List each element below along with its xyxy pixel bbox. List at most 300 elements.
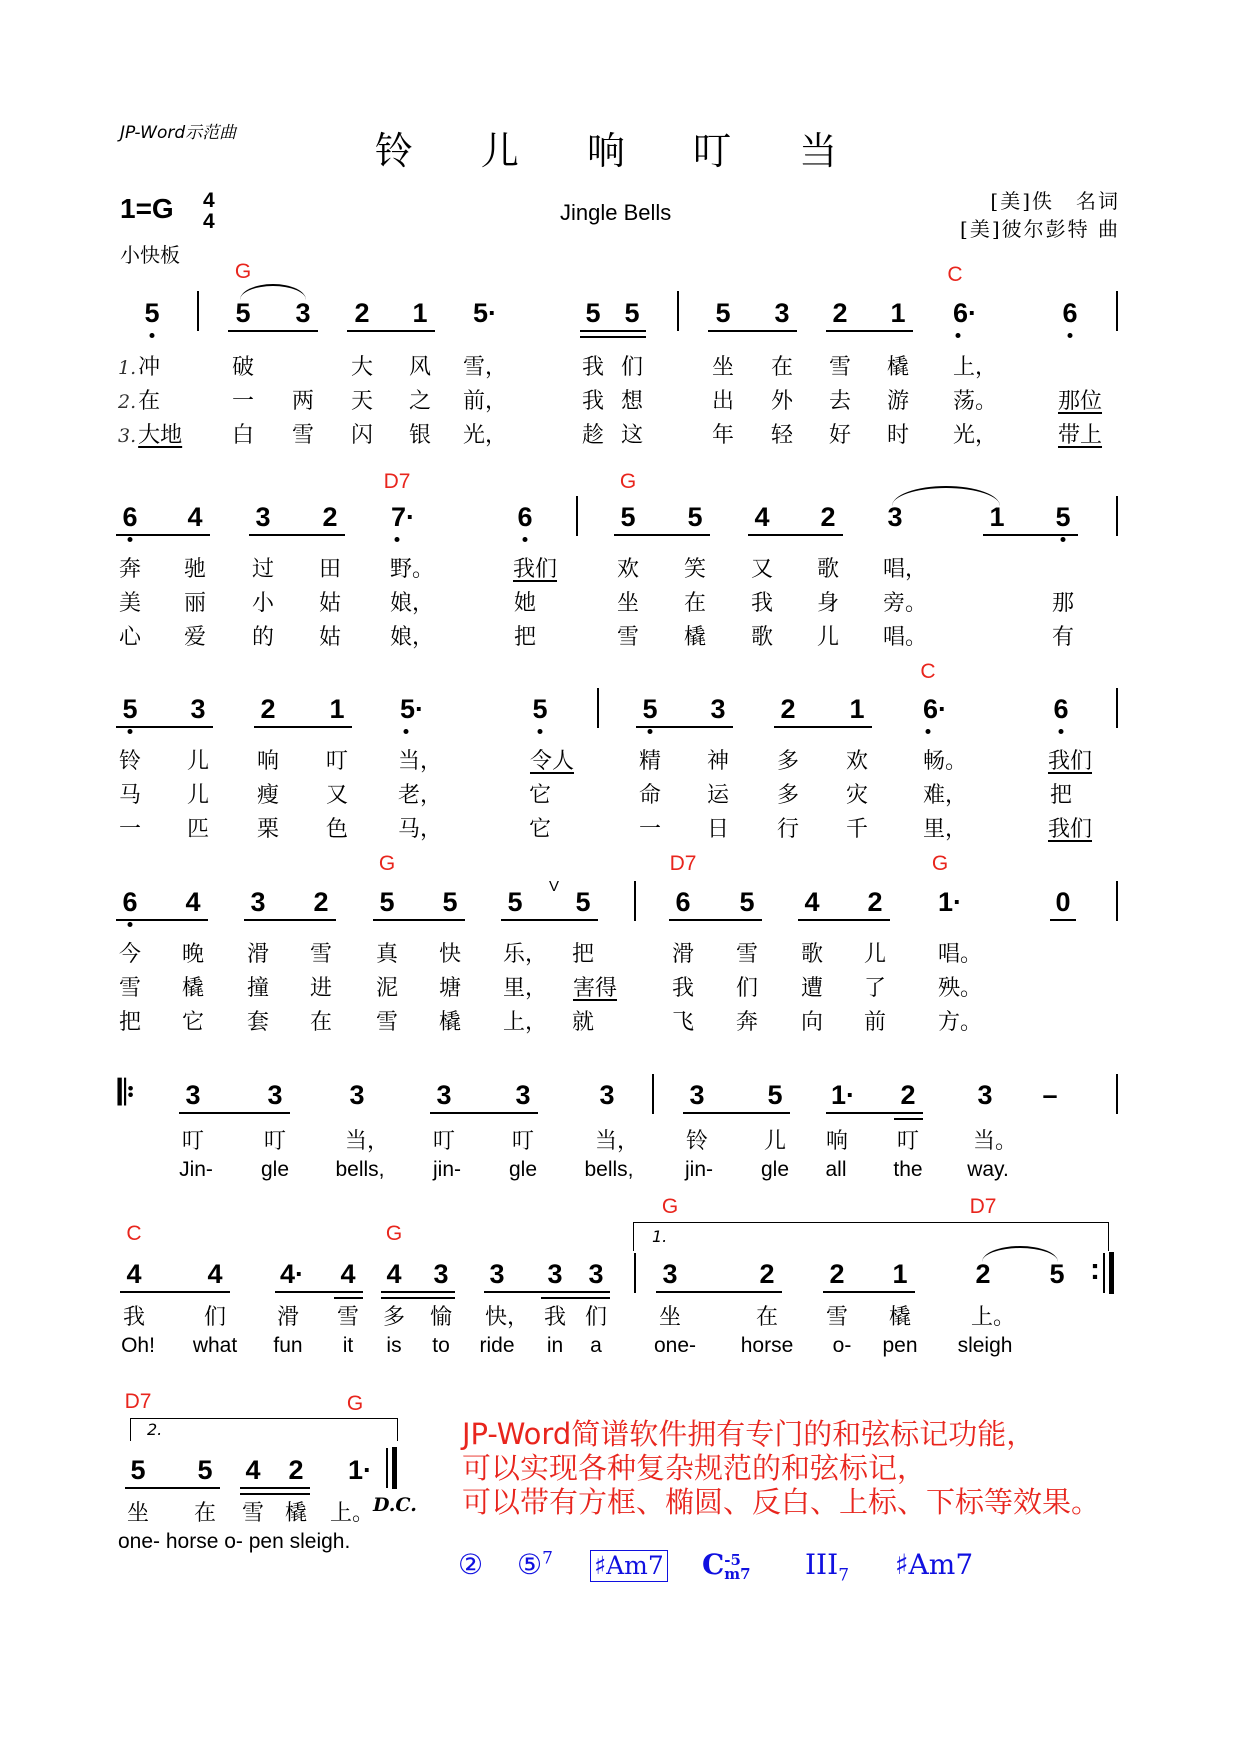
lyric: 我 bbox=[581, 389, 605, 414]
lyric: 在 bbox=[755, 1305, 779, 1330]
lyric: 一 bbox=[638, 817, 662, 842]
note: 3 bbox=[489, 1259, 505, 1289]
note: 1 bbox=[329, 694, 345, 724]
key-signature: 1=G bbox=[120, 193, 174, 224]
circled-chord-sample bbox=[517, 1548, 553, 1581]
sharp-chord-sample: ♯Am7 bbox=[895, 1548, 974, 1581]
note: 6 bbox=[1053, 694, 1069, 724]
da-capo-marking: D.C. bbox=[373, 1494, 417, 1516]
lyric: 美 bbox=[118, 591, 142, 616]
english-lyric: horse bbox=[740, 1334, 794, 1357]
lyric: 运 bbox=[706, 783, 730, 808]
lyric: 风 bbox=[408, 355, 432, 380]
note: 6 bbox=[675, 887, 691, 917]
chord-label: G bbox=[619, 470, 637, 493]
barline bbox=[1116, 881, 1118, 921]
lyric: 里， bbox=[922, 817, 968, 842]
lyric: 又 bbox=[750, 557, 774, 582]
lyric: 上。 bbox=[970, 1305, 1016, 1330]
note: 1 bbox=[849, 694, 865, 724]
lyric: 方。 bbox=[937, 1010, 983, 1035]
lyric: 带上 bbox=[1057, 423, 1103, 448]
lyric: 两 bbox=[291, 389, 315, 414]
low-octave-dot bbox=[128, 537, 133, 542]
english-lyric: Jin- bbox=[179, 1158, 213, 1181]
lyric: 天 bbox=[350, 389, 374, 414]
beam bbox=[381, 1291, 455, 1293]
low-octave-dot bbox=[538, 729, 543, 734]
lyric: 多 bbox=[776, 749, 800, 774]
beam bbox=[541, 1297, 610, 1299]
lyric: 们 bbox=[584, 1305, 608, 1330]
lyric: 飞 bbox=[671, 1010, 695, 1035]
lyric: 光， bbox=[462, 423, 508, 448]
english-lyric: all bbox=[825, 1158, 847, 1181]
lyric: 丽 bbox=[183, 591, 207, 616]
lyric: 快， bbox=[484, 1305, 530, 1330]
lyric: 光， bbox=[952, 423, 998, 448]
note: 6 bbox=[517, 502, 533, 532]
chord-label: D7 bbox=[669, 852, 697, 875]
lyric: 马， bbox=[397, 817, 443, 842]
lyric: 儿 bbox=[763, 1129, 787, 1154]
note: 5 bbox=[715, 298, 731, 328]
note: 2 bbox=[260, 694, 276, 724]
lyric: 多 bbox=[382, 1305, 406, 1330]
lyric: 雪 bbox=[616, 625, 640, 650]
lyric bbox=[118, 418, 182, 449]
beam bbox=[116, 534, 210, 536]
note: 2 bbox=[867, 887, 883, 917]
lyric: 外 bbox=[770, 389, 794, 414]
lyric: 奔 bbox=[118, 557, 142, 582]
note: 4 bbox=[340, 1259, 356, 1289]
lyric-char: 在 bbox=[138, 389, 161, 414]
lyric: 我们 bbox=[1047, 817, 1093, 842]
note: 3 bbox=[515, 1080, 531, 1110]
note: 6 bbox=[122, 887, 138, 917]
lyric: 儿 bbox=[816, 625, 840, 650]
lyric: 那位 bbox=[1057, 389, 1103, 414]
lyric: 瘦 bbox=[256, 783, 280, 808]
beam bbox=[244, 919, 336, 921]
lyric: 姑 bbox=[318, 625, 342, 650]
lyric: 快 bbox=[438, 942, 462, 967]
lyric: 儿 bbox=[186, 783, 210, 808]
barline bbox=[1116, 688, 1118, 728]
note: 5 bbox=[532, 694, 548, 724]
barline bbox=[1116, 1074, 1118, 1114]
barline bbox=[1116, 496, 1118, 536]
lyric: 坐 bbox=[616, 591, 640, 616]
note: 3 bbox=[710, 694, 726, 724]
lyric: 雪 bbox=[336, 1305, 360, 1330]
low-octave-dot bbox=[128, 729, 133, 734]
note: 1· bbox=[347, 1455, 373, 1485]
final-thick-bar bbox=[392, 1447, 397, 1489]
barline bbox=[576, 496, 578, 536]
promo-line-2: 可以实现各种复杂规范的和弦标记， bbox=[462, 1451, 927, 1485]
promo-line-3: 可以带有方框、椭圆、反白、上标、下标等效果。 bbox=[462, 1485, 1101, 1519]
lyric: 向 bbox=[800, 1010, 824, 1035]
sample-main: ⑤ bbox=[517, 1548, 543, 1581]
note: 1 bbox=[892, 1259, 908, 1289]
low-octave-dot bbox=[926, 729, 931, 734]
note: 4 bbox=[187, 502, 203, 532]
verse-number: 1. bbox=[118, 357, 137, 379]
lyric: 进 bbox=[309, 976, 333, 1001]
note: 4 bbox=[126, 1259, 142, 1289]
lyric: 我 bbox=[581, 355, 605, 380]
lyric: 响 bbox=[256, 749, 280, 774]
lyric: 坐 bbox=[711, 355, 735, 380]
beam bbox=[381, 1297, 455, 1299]
beam bbox=[656, 1291, 782, 1293]
lyric: 老， bbox=[397, 783, 443, 808]
note: 5 bbox=[379, 887, 395, 917]
lyric: 唱。 bbox=[937, 942, 983, 967]
note: 5 bbox=[122, 694, 138, 724]
beam bbox=[683, 1112, 790, 1114]
english-lyric: to bbox=[432, 1334, 450, 1357]
lyric: 难， bbox=[922, 783, 968, 808]
note: 4 bbox=[185, 887, 201, 917]
note: 3 bbox=[662, 1259, 678, 1289]
note: 2 bbox=[829, 1259, 845, 1289]
lyricist-credit: [美]佚 名词 bbox=[990, 189, 1120, 213]
lyric: 想 bbox=[620, 389, 644, 414]
low-octave-dot bbox=[1059, 729, 1064, 734]
lyric: 雪 bbox=[241, 1501, 265, 1526]
chord-label: C bbox=[920, 660, 936, 683]
time-signature bbox=[203, 190, 215, 232]
english-lyric: is bbox=[386, 1334, 402, 1357]
beam bbox=[430, 1112, 538, 1114]
lyric: 雪 bbox=[375, 1010, 399, 1035]
song-subtitle: Jingle Bells bbox=[560, 200, 672, 225]
lyric: 把 bbox=[118, 1010, 142, 1035]
english-lyric: one- bbox=[653, 1334, 697, 1357]
chord-label: G bbox=[346, 1392, 364, 1415]
note: 3 bbox=[185, 1080, 201, 1110]
lyric: 我 bbox=[750, 591, 774, 616]
lyric: 上， bbox=[502, 1010, 548, 1035]
note: 0 bbox=[1055, 887, 1071, 917]
lyric: 精 bbox=[638, 749, 662, 774]
lyric: 在 bbox=[309, 1010, 333, 1035]
lyric: 儿 bbox=[863, 942, 887, 967]
lyric: 有 bbox=[1051, 625, 1075, 650]
header-note: JP-Word示范曲 bbox=[120, 123, 237, 143]
chord-label: D7 bbox=[383, 470, 411, 493]
tempo-marking: 小快板 bbox=[120, 243, 180, 267]
note: 2 bbox=[759, 1259, 775, 1289]
lyric: 乐， bbox=[502, 942, 548, 967]
beam bbox=[228, 330, 318, 332]
beam bbox=[983, 534, 1078, 536]
note: 2 bbox=[354, 298, 370, 328]
note: 2 bbox=[288, 1455, 304, 1485]
note: 2 bbox=[313, 887, 329, 917]
lyric: 前， bbox=[462, 389, 508, 414]
english-lyric: gle bbox=[260, 1158, 290, 1181]
barline bbox=[1103, 1253, 1105, 1293]
chord-label: G bbox=[931, 852, 949, 875]
lyric: 去 bbox=[828, 389, 852, 414]
note: 1 bbox=[890, 298, 906, 328]
lyric: 闪 bbox=[350, 423, 374, 448]
lyric: 儿 bbox=[186, 749, 210, 774]
lyric-char: 冲 bbox=[138, 355, 161, 380]
beam bbox=[708, 330, 797, 332]
lyric: 笑 bbox=[683, 557, 707, 582]
low-octave-dot bbox=[648, 729, 653, 734]
beam bbox=[116, 726, 213, 728]
beam bbox=[614, 534, 710, 536]
note: 4· bbox=[279, 1259, 305, 1289]
lyric: 又 bbox=[325, 783, 349, 808]
english-lyric: the bbox=[893, 1158, 923, 1181]
lyric: 就 bbox=[571, 1010, 595, 1035]
lyric: 我 bbox=[671, 976, 695, 1001]
low-octave-dot bbox=[1061, 537, 1066, 542]
lyric: 欢 bbox=[616, 557, 640, 582]
lyric: 雪 bbox=[291, 423, 315, 448]
english-lyric: sleigh bbox=[957, 1334, 1013, 1357]
note: 1· bbox=[830, 1080, 856, 1110]
english-lyric: Oh! bbox=[121, 1334, 155, 1357]
beam bbox=[116, 919, 208, 921]
lyric: 匹 bbox=[186, 817, 210, 842]
beam bbox=[240, 1487, 310, 1489]
verse-number: 3. bbox=[118, 425, 137, 447]
lyric: 晚 bbox=[181, 942, 205, 967]
note: 5 bbox=[585, 298, 601, 328]
lyric: 今 bbox=[118, 942, 142, 967]
lyric: 在 bbox=[193, 1501, 217, 1526]
lyric: 当， bbox=[594, 1129, 640, 1154]
barline bbox=[597, 688, 599, 728]
note: 4 bbox=[386, 1259, 402, 1289]
note: 5 bbox=[507, 887, 523, 917]
sample-superscript: -5 bbox=[724, 1550, 741, 1569]
beam bbox=[125, 1487, 220, 1489]
lyric: 娘， bbox=[389, 591, 435, 616]
lyric: 它 bbox=[181, 1010, 205, 1035]
note: 3 bbox=[547, 1259, 563, 1289]
lyric: 欢 bbox=[845, 749, 869, 774]
lyric: 神 bbox=[706, 749, 730, 774]
lyric: 叮 bbox=[263, 1129, 287, 1154]
lyric: 那 bbox=[1051, 591, 1075, 616]
lyric: 荡。 bbox=[952, 389, 998, 414]
lyric: 把 bbox=[571, 942, 595, 967]
note: 6 bbox=[122, 502, 138, 532]
lyric: 我 bbox=[543, 1305, 567, 1330]
low-octave-dot bbox=[1068, 333, 1073, 338]
note: 2 bbox=[900, 1080, 916, 1110]
lyric: 滑 bbox=[246, 942, 270, 967]
lyric: 银 bbox=[408, 423, 432, 448]
note: 5· bbox=[472, 298, 498, 328]
lyric: 游 bbox=[886, 389, 910, 414]
lyric: 雪， bbox=[462, 355, 508, 380]
english-lyric: way. bbox=[967, 1158, 1009, 1181]
low-octave-dot bbox=[956, 333, 961, 338]
english-lyric: it bbox=[342, 1334, 354, 1357]
note: 5 bbox=[197, 1455, 213, 1485]
beam bbox=[275, 1291, 363, 1293]
note: 3 bbox=[295, 298, 311, 328]
note: 3 bbox=[887, 502, 903, 532]
lyric: 套 bbox=[246, 1010, 270, 1035]
note: – bbox=[1042, 1080, 1058, 1110]
sample-superscript: 7 bbox=[542, 1548, 553, 1569]
note: 2 bbox=[322, 502, 338, 532]
lyric: 泥 bbox=[375, 976, 399, 1001]
low-octave-dot bbox=[523, 537, 528, 542]
lyric: 心 bbox=[118, 625, 142, 650]
low-octave-dot bbox=[395, 537, 400, 542]
note: 3 bbox=[977, 1080, 993, 1110]
note: 7· bbox=[390, 502, 416, 532]
note: 6· bbox=[952, 298, 978, 328]
lyric: 前 bbox=[863, 1010, 887, 1035]
note: 3 bbox=[255, 502, 271, 532]
lyric: 它 bbox=[528, 783, 552, 808]
lyric: 歌 bbox=[800, 942, 824, 967]
lyric: 坐 bbox=[658, 1305, 682, 1330]
lyric: 把 bbox=[513, 625, 537, 650]
lyric: 白 bbox=[231, 423, 255, 448]
lyric: 她 bbox=[513, 591, 537, 616]
beam bbox=[636, 726, 733, 728]
note: 2 bbox=[780, 694, 796, 724]
english-lyric: in bbox=[546, 1334, 564, 1357]
note: 1 bbox=[412, 298, 428, 328]
lyric: 橇 bbox=[284, 1501, 308, 1526]
lyric: 身 bbox=[816, 591, 840, 616]
english-lyric: jin- bbox=[432, 1158, 462, 1181]
lyric: 滑 bbox=[671, 942, 695, 967]
lyric: 当， bbox=[344, 1129, 390, 1154]
lyric: 害得 bbox=[572, 976, 618, 1001]
note: 2 bbox=[832, 298, 848, 328]
note: 5 bbox=[130, 1455, 146, 1485]
lyric: 上， bbox=[952, 355, 998, 380]
beam bbox=[240, 1493, 310, 1495]
lyric: 好 bbox=[828, 423, 852, 448]
time-signature-top: 4 bbox=[203, 189, 215, 212]
note: 5 bbox=[1049, 1259, 1065, 1289]
note: 3 bbox=[599, 1080, 615, 1110]
beam bbox=[179, 1112, 290, 1114]
sample-main: C bbox=[702, 1548, 725, 1581]
composer-credit: [美]彼尔彭特 曲 bbox=[960, 217, 1120, 241]
repeat-end-thick-bar bbox=[1109, 1252, 1114, 1294]
english-lyric: o- bbox=[832, 1334, 852, 1357]
lyric: 遭 bbox=[800, 976, 824, 1001]
lyric: 行 bbox=[776, 817, 800, 842]
lyric: 们 bbox=[203, 1305, 227, 1330]
beam bbox=[373, 919, 465, 921]
beam bbox=[501, 919, 598, 921]
boxed-chord-sample: ♯Am7 bbox=[590, 1550, 668, 1582]
lyric: 栗 bbox=[256, 817, 280, 842]
song-title: 铃 儿 响 叮 当 bbox=[374, 129, 866, 173]
lyric: 破 bbox=[231, 355, 255, 380]
note: 5 bbox=[767, 1080, 783, 1110]
lyric-char: 大地 bbox=[138, 423, 183, 448]
low-octave-dot bbox=[150, 333, 155, 338]
note: 3 bbox=[774, 298, 790, 328]
sub-superscript-chord-sample bbox=[702, 1548, 751, 1581]
barline bbox=[386, 1448, 388, 1488]
lyric: 年 bbox=[711, 423, 735, 448]
note: 5 bbox=[620, 502, 636, 532]
beam bbox=[826, 1112, 923, 1114]
lyric bbox=[118, 350, 160, 381]
note: 3 bbox=[349, 1080, 365, 1110]
beam bbox=[826, 330, 913, 332]
chord-label: G bbox=[234, 260, 252, 283]
note: 5 bbox=[442, 887, 458, 917]
note: 1 bbox=[989, 502, 1005, 532]
barline bbox=[652, 1074, 654, 1114]
beam bbox=[580, 330, 646, 332]
lyric: 殃。 bbox=[937, 976, 983, 1001]
english-lyric: pen bbox=[882, 1334, 918, 1357]
note: 3 bbox=[689, 1080, 705, 1110]
note: 2 bbox=[975, 1259, 991, 1289]
lyric: 橇 bbox=[181, 976, 205, 1001]
lyric: 橇 bbox=[438, 1010, 462, 1035]
lyric: 田 bbox=[318, 557, 342, 582]
lyric: 响 bbox=[825, 1129, 849, 1154]
lyric: 橇 bbox=[886, 355, 910, 380]
repeat-start-sign: 𝄆 bbox=[118, 1074, 135, 1112]
english-lyric: fun bbox=[273, 1334, 303, 1357]
lyric: 当， bbox=[397, 749, 443, 774]
sample-subscript: m7 bbox=[724, 1564, 751, 1583]
barline bbox=[634, 1253, 636, 1293]
lyric: 出 bbox=[711, 389, 735, 414]
beam bbox=[823, 1291, 915, 1293]
beam bbox=[120, 1291, 230, 1293]
lyric: 歌 bbox=[750, 625, 774, 650]
lyric: 命 bbox=[638, 783, 662, 808]
lyric: 在 bbox=[683, 591, 707, 616]
lyric: 橇 bbox=[888, 1305, 912, 1330]
lyric: 色 bbox=[325, 817, 349, 842]
note: 6 bbox=[1062, 298, 1078, 328]
promo-line-1: JP-Word简谱软件拥有专门的和弦标记功能， bbox=[462, 1417, 1036, 1451]
beam bbox=[798, 919, 890, 921]
lyric: 多 bbox=[776, 783, 800, 808]
volta-number: 1. bbox=[652, 1227, 668, 1246]
lyric: 娘， bbox=[389, 625, 435, 650]
lyric: 令人 bbox=[529, 749, 575, 774]
lyric: 这 bbox=[620, 423, 644, 448]
beam bbox=[249, 534, 345, 536]
lyric: 马 bbox=[118, 783, 142, 808]
note: 5 bbox=[642, 694, 658, 724]
lyric: 上。 bbox=[329, 1501, 375, 1526]
beam bbox=[347, 330, 435, 332]
roman-chord-sample bbox=[805, 1548, 849, 1586]
beam bbox=[1050, 919, 1076, 921]
note: 5 bbox=[1055, 502, 1071, 532]
